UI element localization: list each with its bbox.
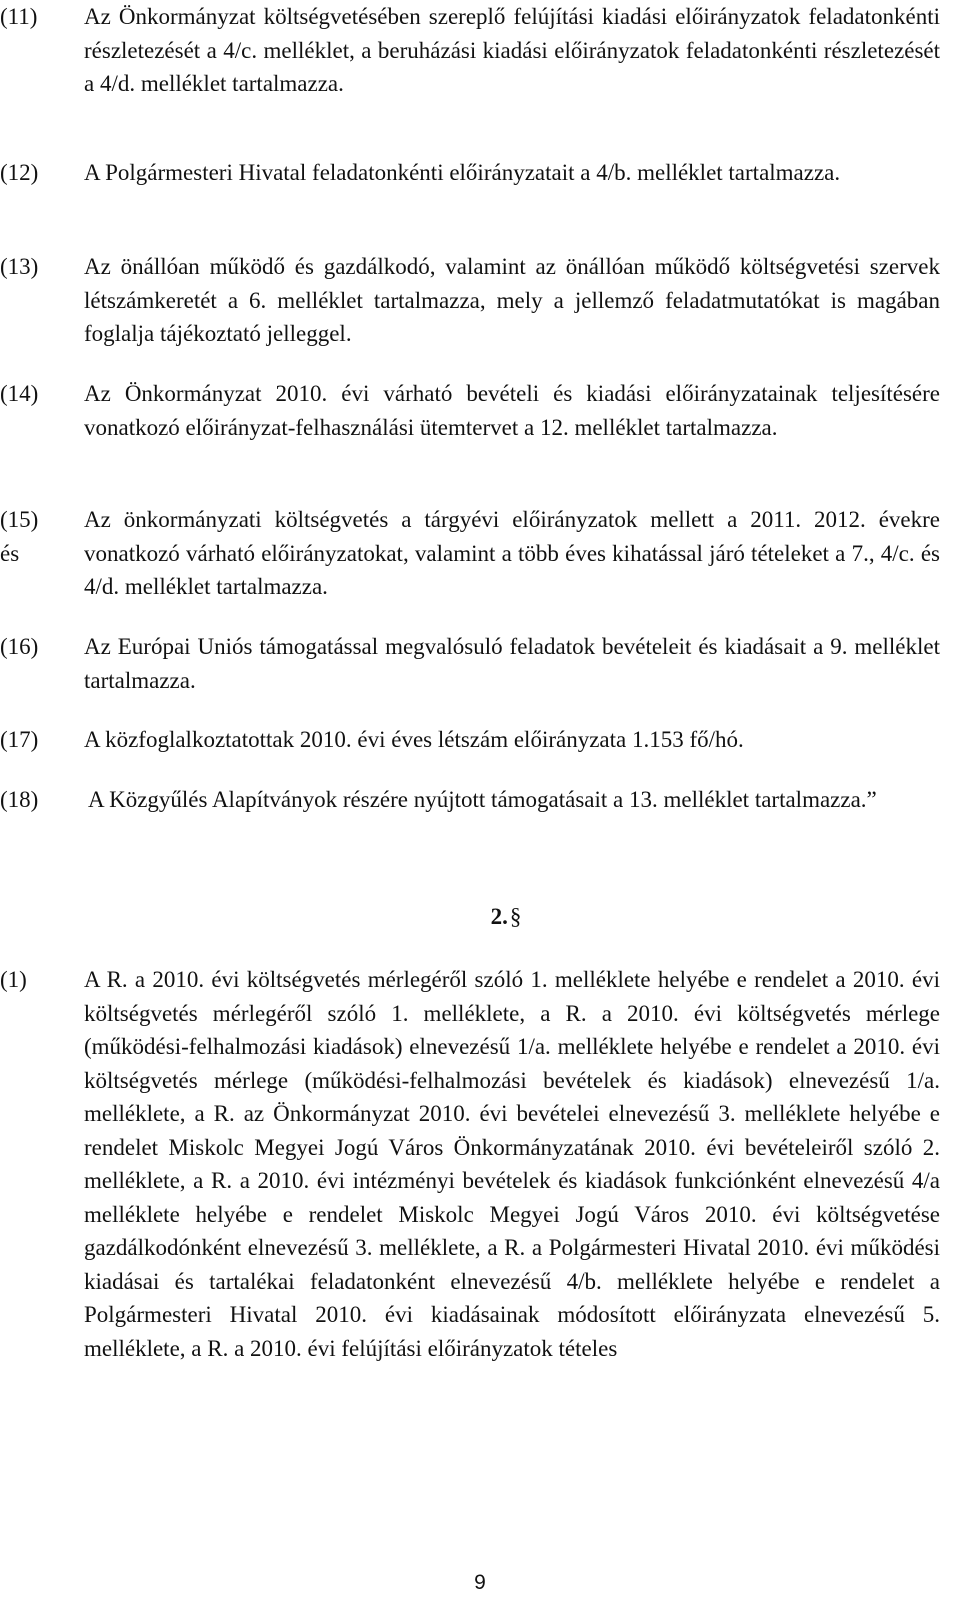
paragraph-text: A Közgyűlés Alapítványok részére nyújtott támogatásait a 13. melléklet tartalmazza.” <box>88 787 877 812</box>
paragraph-number: (12) <box>0 160 39 185</box>
paragraph-14 <box>0 377 940 444</box>
paragraph-17 <box>0 723 940 757</box>
paragraph-12 <box>0 156 940 190</box>
paragraph-16 <box>0 630 940 697</box>
paragraph-text: Az Európai Uniós támogatással megvalósuló feladatok bevételeit és kiadásait a 9. melléklet tartalmazza. <box>84 634 940 693</box>
paragraph-number-continuation: és <box>0 540 20 566</box>
paragraph-number: (18) <box>0 787 39 812</box>
section-paragraph-1 <box>0 963 940 1365</box>
paragraph-number: (15) <box>0 507 39 532</box>
section-sign: § <box>509 904 522 929</box>
section-heading <box>0 900 960 934</box>
paragraph-text: A Polgármesteri Hivatal feladatonkénti előirányzatait a 4/b. melléklet tartalmazza. <box>84 160 841 185</box>
paragraph-15 <box>0 503 940 604</box>
paragraph-number: (14) <box>0 381 39 406</box>
paragraph-number: (16) <box>0 634 39 659</box>
paragraph-text: A közfoglalkoztatottak 2010. évi éves létszám előirányzata 1.153 fő/hó. <box>84 727 744 752</box>
paragraph-text: Az Önkormányzat 2010. évi várható bevételi és kiadási előirányzatainak teljesítésére vonatkozó előirányzat-felhasználási ütemtervet a 12. melléklet tartalmazza. <box>84 381 940 440</box>
paragraph-text: Az Önkormányzat költségvetésében szereplő felújítási kiadási előirányzatok feladatonkénti részletezését a 4/c. melléklet, a beruházási kiadási előirányzatok feladatonkénti részletezését a 4/d. melléklet tartalmazza. <box>84 4 940 96</box>
paragraph-number: (17) <box>0 727 39 752</box>
paragraph-text: A R. a 2010. évi költségvetés mérlegéről szóló 1. melléklete helyébe e rendelet a 2010. évi költségvetés mérlegéről szóló 1. melléklete, a R. a 2010. évi költségvetés mérlege (működési-felhalmozási kiadások) elnevezésű 1/a. melléklete helyébe e rendelet a 2010. évi költségvetés mérlege (működési-felhalmozási bevételek és kiadások) elnevezésű 1/a. melléklete, a R. az Önkormányzat 2010. évi bevételei elnevezésű 3. melléklete helyébe e rendelet Miskolc Megyei Jogú Város Önkormányzatának 2010. évi bevételeiről szóló 2. melléklete, a R. a 2010. évi intézményi bevételek és kiadások funkciónként elnevezésű 4/a melléklete helyébe e rendelet Miskolc Megyei Jogú Város 2010. évi költségvetése gazdálkodónként elnevezésű 3. melléklete, a R. a Polgármesteri Hivatal 2010. évi működési kiadásai és tartalékai feladatonként elnevezésű 4/b. melléklete helyébe e rendelet a Polgármesteri Hivatal 2010. évi kiadásainak módosított előirányzata elnevezésű 5. melléklete, a R. a 2010. évi felújítási előirányzatok tételes <box>84 967 940 1361</box>
paragraph-number: (13) <box>0 254 39 279</box>
page-number: 9 <box>474 1571 486 1594</box>
section-number: 2. <box>490 904 508 929</box>
paragraph-number-stack <box>0 503 84 570</box>
paragraph-number: (1) <box>0 967 27 992</box>
paragraph-text: Az önállóan működő és gazdálkodó, valamint az önállóan működő költségvetési szervek létszámkeretét a 6. melléklet tartalmazza, mely a jellemző feladatmutatókat is magában foglalja tájékoztató jelleggel. <box>84 254 940 346</box>
paragraph-13 <box>0 250 940 351</box>
paragraph-text: Az önkormányzati költségvetés a tárgyévi előirányzatok mellett a 2011. 2012. évekre vonatkozó várható előirányzatokat, valamint a több éves kihatással járó tételeket a 7., 4/c. és 4/d. melléklet tartalmazza. <box>84 507 940 599</box>
paragraph-number: (11) <box>0 4 38 29</box>
paragraph-18 <box>0 783 940 817</box>
paragraph-11 <box>0 0 940 101</box>
